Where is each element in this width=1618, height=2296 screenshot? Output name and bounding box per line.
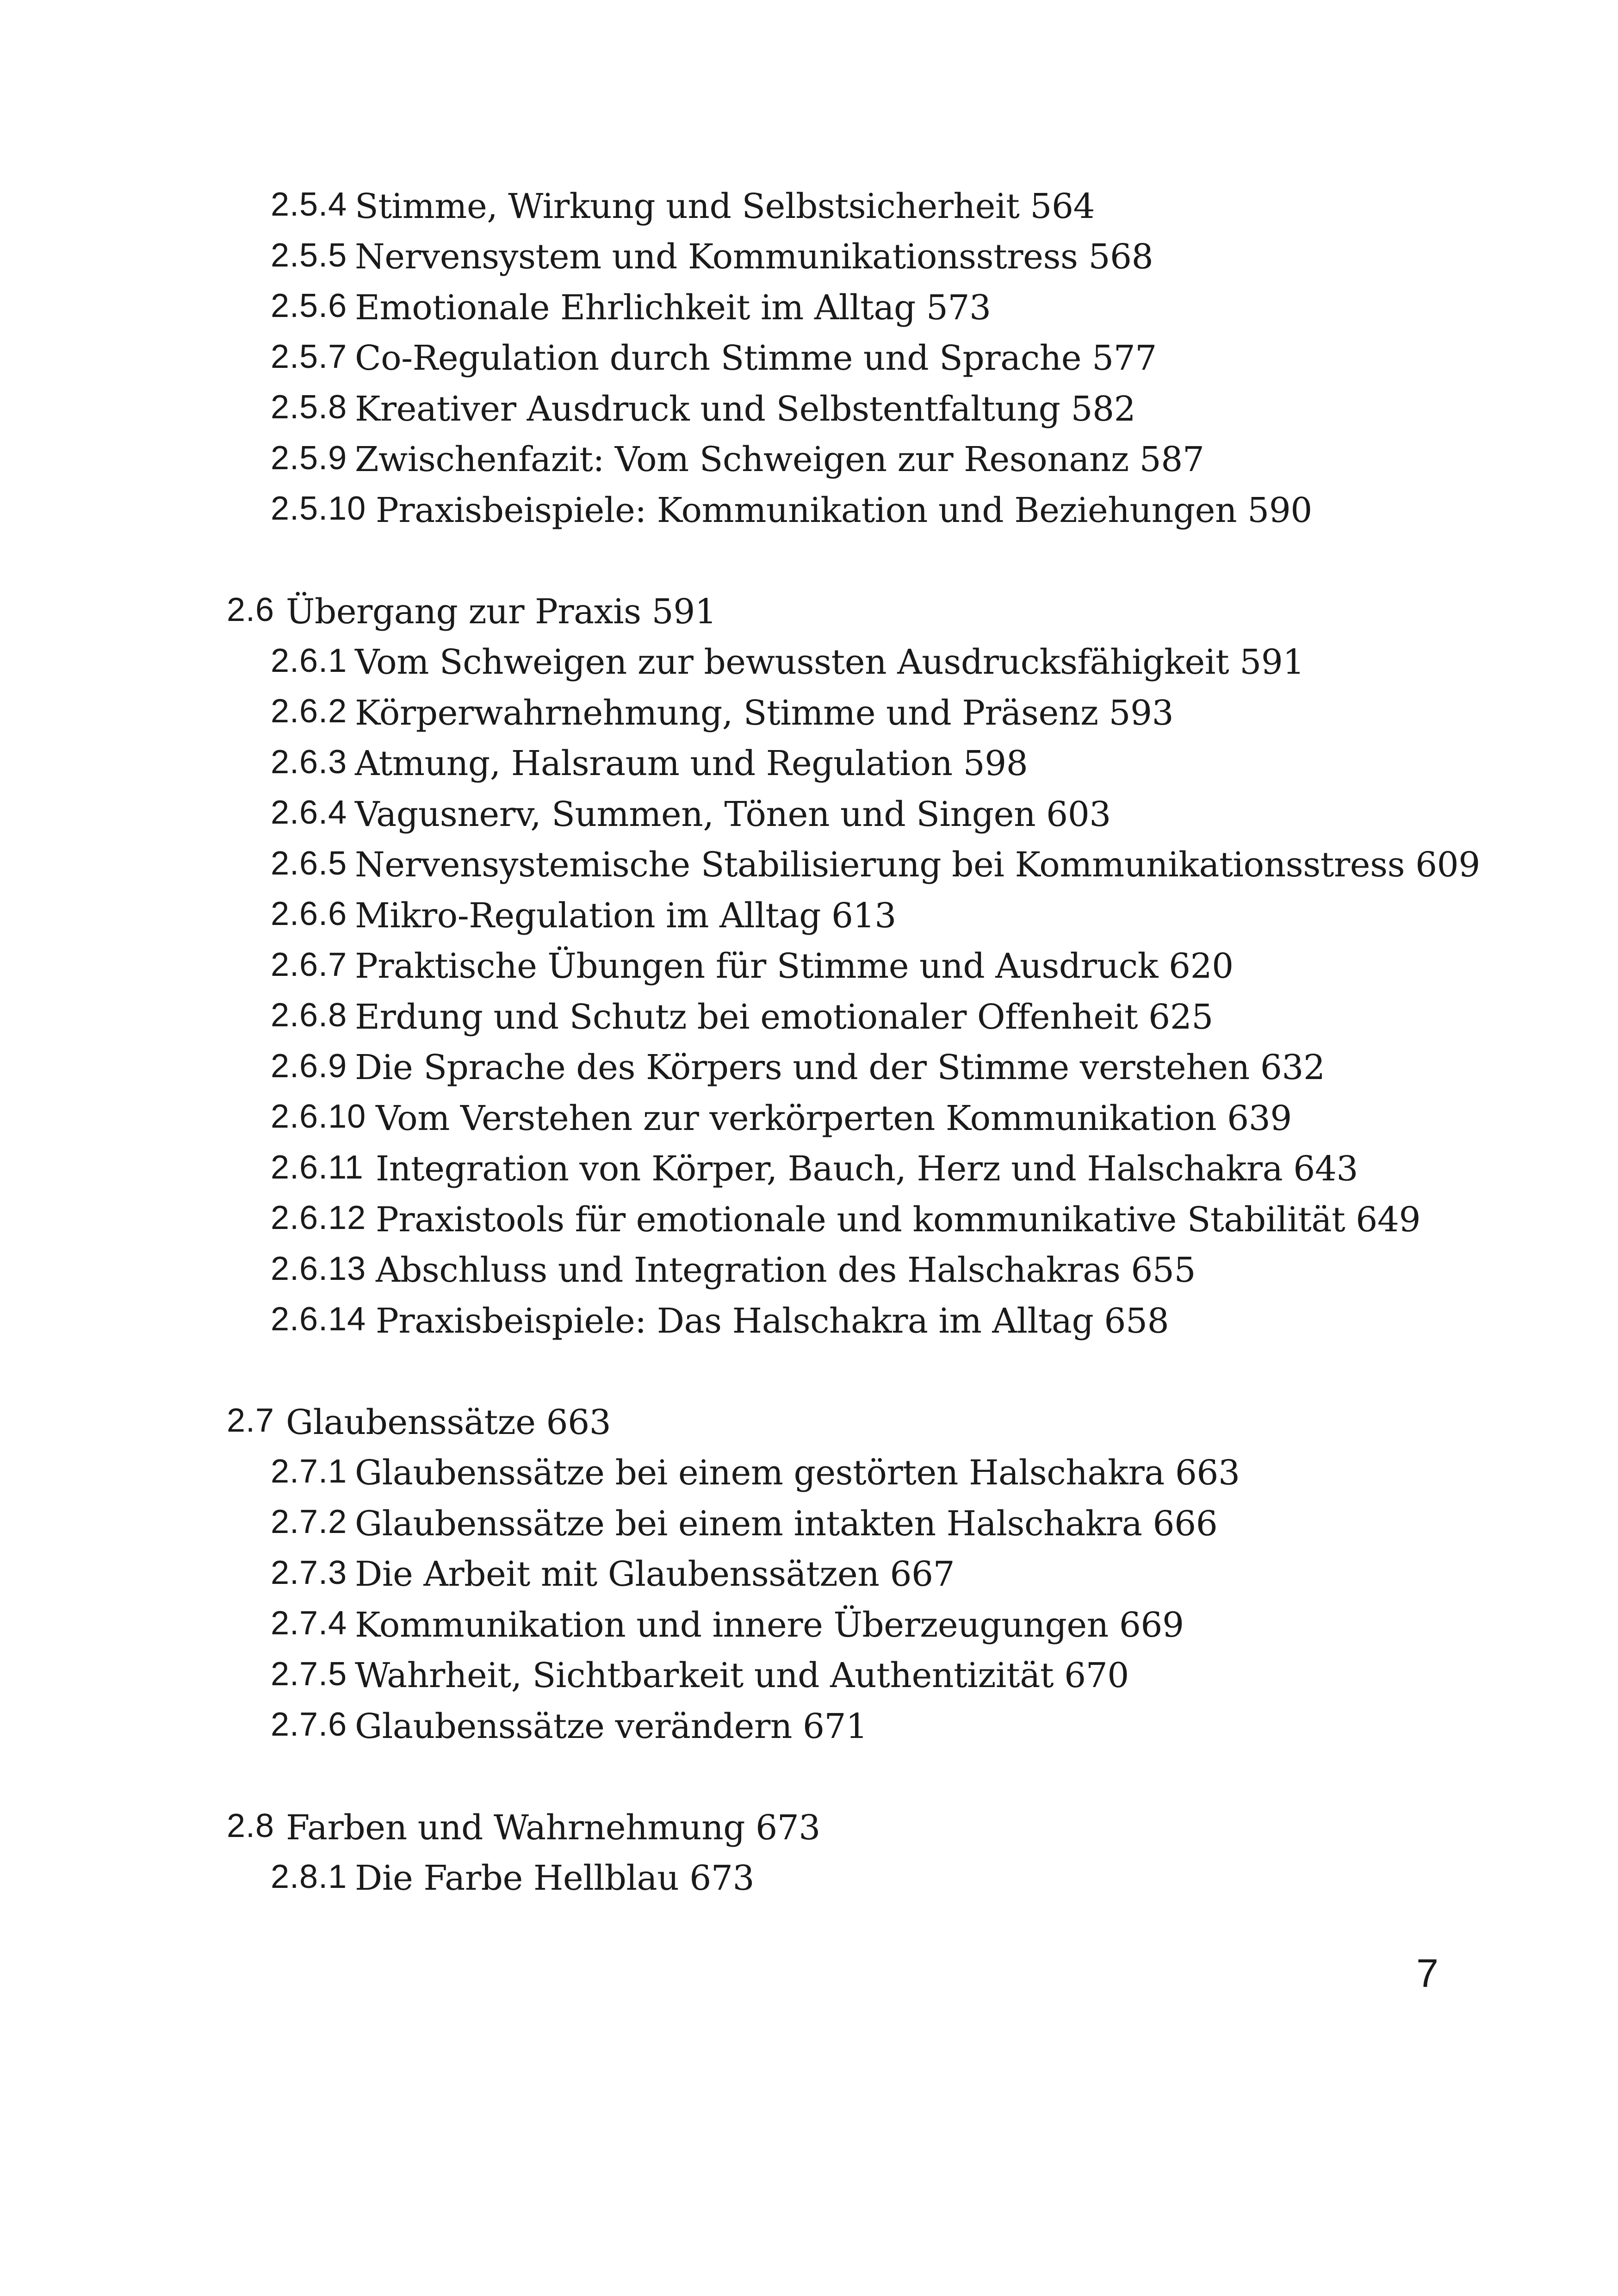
toc-entry-title: Kommunikation und innere Überzeugungen 669 [355,1605,1184,1645]
toc-entry-title: Glaubenssätze verändern 671 [355,1706,868,1746]
toc-entry-number: 2.6.2 [271,693,347,730]
toc-entry[interactable] [0,737,1618,788]
toc-entry-number: 2.6.9 [271,1047,347,1085]
toc-entry-title: Vom Schweigen zur bewussten Ausdrucksfähigkeit 591 [355,642,1304,682]
toc-entry-title: Nervensystem und Kommunikationsstress 568 [355,237,1153,277]
toc-entry-number: 2.5.6 [271,287,347,324]
toc-section-title: Übergang zur Praxis 591 [286,591,717,632]
toc-section-number: 2.6 [227,591,275,628]
toc-entry-number: 2.5.7 [271,338,347,375]
toc-entry[interactable] [0,889,1618,940]
toc-entry[interactable] [0,180,1618,230]
toc-entry[interactable] [0,1244,1618,1295]
toc-entry-title: Praxisbeispiele: Das Halschakra im Alltag 658 [376,1301,1169,1341]
toc-entry-title: Atmung, Halsraum und Regulation 598 [355,744,1028,783]
toc-entry-title: Nervensystemische Stabilisierung bei Kommunikationsstress 609 [355,845,1480,885]
toc-entry-title: Glaubenssätze bei einem gestörten Halschakra 663 [355,1453,1240,1493]
section-spacer [0,534,1618,585]
toc-entry[interactable] [0,1649,1618,1700]
toc-entry-title: Die Sprache des Körpers und der Stimme verstehen 632 [355,1048,1325,1087]
toc-entry-number: 2.6.12 [271,1199,366,1236]
toc-entry[interactable] [0,636,1618,687]
toc-entry-title: Körperwahrnehmung, Stimme und Präsenz 593 [355,693,1174,733]
toc-entry-number: 2.5.9 [271,439,347,477]
toc-entry[interactable] [0,940,1618,991]
toc-entry-title: Erdung und Schutz bei emotionaler Offenheit 625 [355,997,1213,1037]
toc-entry-number: 2.6.10 [271,1098,366,1135]
toc-entry[interactable] [0,281,1618,332]
toc-section-heading[interactable] [0,1396,1618,1446]
section-spacer [0,1750,1618,1801]
toc-entry-title: Mikro-Regulation im Alltag 613 [355,895,896,936]
toc-entry-title: Vagusnerv, Summen, Tönen und Singen 603 [355,794,1111,834]
toc-entry-number: 2.7.5 [271,1655,347,1693]
toc-entry[interactable] [0,382,1618,433]
toc-entry[interactable] [0,990,1618,1041]
toc-entry-title: Glaubenssätze bei einem intakten Halschakra 666 [355,1503,1218,1544]
toc-section-number: 2.8 [227,1807,275,1844]
toc-entry-title: Stimme, Wirkung und Selbstsicherheit 564 [355,186,1095,226]
toc-entry-title: Co-Regulation durch Stimme und Sprache 577 [355,338,1157,378]
toc-entry[interactable] [0,230,1618,281]
toc-entry[interactable] [0,332,1618,383]
toc-entry-number: 2.5.8 [271,389,347,426]
toc-entry[interactable] [0,1497,1618,1548]
toc-entry[interactable] [0,686,1618,737]
toc-section-heading[interactable] [0,1801,1618,1852]
toc-entry-title: Integration von Körper, Bauch, Herz und Halschakra 643 [376,1149,1358,1189]
toc-entry[interactable] [0,1700,1618,1750]
toc-entry-number: 2.6.14 [271,1301,366,1338]
toc-entry-number: 2.6.4 [271,794,347,831]
toc-entry[interactable] [0,838,1618,889]
toc-entry[interactable] [0,433,1618,484]
toc-entry-title: Praktische Übungen für Stimme und Ausdruck 620 [355,946,1234,986]
toc-section-title: Glaubenssätze 663 [286,1402,611,1442]
toc-entry-title: Praxistools für emotionale und kommunikative Stabilität 649 [376,1199,1421,1240]
toc-entry-number: 2.6.3 [271,743,347,781]
toc-entry-number: 2.7.3 [271,1554,347,1591]
toc-entry-number: 2.7.4 [271,1605,347,1642]
toc-entry-title: Emotionale Ehrlichkeit im Alltag 573 [355,287,991,328]
toc-entry-number: 2.6.1 [271,642,347,679]
toc-entry[interactable] [0,1294,1618,1345]
toc-entry-number: 2.7.2 [271,1503,347,1540]
toc-entry-title: Die Arbeit mit Glaubenssätzen 667 [355,1554,955,1594]
toc-entry-number: 2.6.11 [271,1148,364,1186]
toc-entry[interactable] [0,1041,1618,1092]
toc-entry-number: 2.6.7 [271,946,347,983]
toc-entry-title: Praxisbeispiele: Kommunikation und Beziehungen 590 [376,490,1312,530]
toc-entry-number: 2.5.4 [271,186,347,223]
toc-entry[interactable] [0,788,1618,838]
toc-entry[interactable] [0,1548,1618,1599]
toc-entry[interactable] [0,484,1618,534]
toc-entry-number: 2.5.5 [271,236,347,274]
section-spacer [0,1345,1618,1396]
toc-entry-number: 2.6.5 [271,844,347,882]
toc-entry-title: Vom Verstehen zur verkörperten Kommunikation 639 [376,1098,1292,1138]
toc-entry-title: Abschluss und Integration des Halschakras 655 [376,1250,1196,1290]
toc-entry-title: Wahrheit, Sichtbarkeit und Authentizität 670 [355,1656,1129,1695]
toc-section-number: 2.7 [227,1402,275,1439]
toc-entry-number: 2.6.6 [271,895,347,932]
toc-entry-title: Kreativer Ausdruck und Selbstentfaltung 582 [355,389,1136,429]
toc-section-title: Farben und Wahrnehmung 673 [286,1807,820,1848]
toc-entry[interactable] [0,1598,1618,1649]
toc-entry-number: 2.7.6 [271,1706,347,1743]
toc-entry-number: 2.8.1 [271,1858,347,1895]
toc-entry-number: 2.6.8 [271,997,347,1034]
toc-entry-title: Die Farbe Hellblau 673 [355,1858,755,1898]
toc-entry-number: 2.5.10 [271,490,366,527]
toc-entry-number: 2.7.1 [271,1452,347,1490]
toc-entry[interactable] [0,1193,1618,1244]
toc-entry[interactable] [0,1446,1618,1497]
page-number: 7 [1416,1951,1438,1996]
toc-entry[interactable] [0,1852,1618,1903]
table-of-contents [0,180,1618,1902]
toc-entry-number: 2.6.13 [271,1250,366,1287]
toc-entry[interactable] [0,1142,1618,1193]
toc-entry[interactable] [0,1092,1618,1142]
toc-entry-title: Zwischenfazit: Vom Schweigen zur Resonanz 587 [355,440,1204,479]
toc-section-heading[interactable] [0,585,1618,636]
